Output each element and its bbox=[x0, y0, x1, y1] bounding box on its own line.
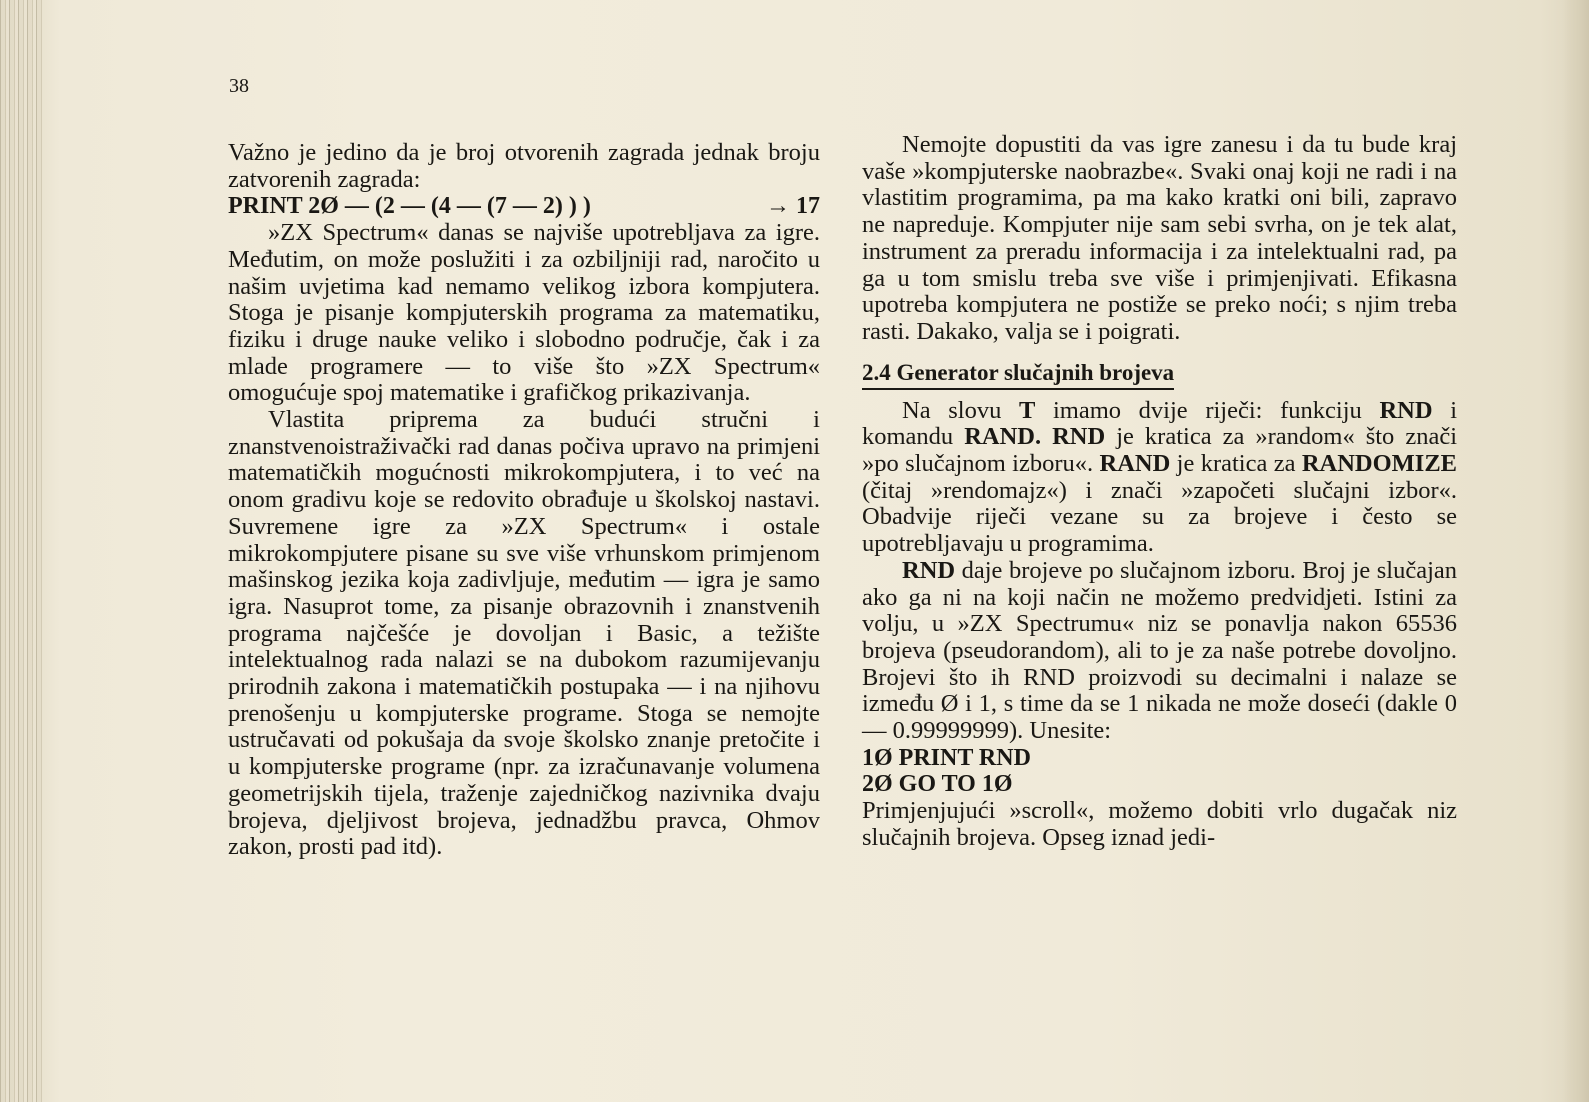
code-line-2: 2Ø GO TO 1Ø bbox=[862, 771, 1013, 798]
right-text-column bbox=[862, 132, 1457, 852]
section-heading-wrap bbox=[862, 346, 1457, 390]
print-result: → 17 bbox=[766, 193, 820, 220]
text-run: daje brojeve po slučajnom izboru. Broj je slučajan ako ga ni na koji način ne možemo predvidjeti. Istini za volju, u »ZX Spectrumu« niz se ponavlja nakon 65536 brojeva (pseudorandom), ali to je za naše potrebe dovoljno. Brojevi što ih RND proizvodi su decimalni i nalaze se između Ø i 1, s time da se 1 nikada ne može doseći (dakle 0 — 0.99999999). Unesite: bbox=[862, 556, 1457, 745]
bold-run: RAND. RND bbox=[964, 423, 1106, 451]
print-example-line bbox=[228, 193, 820, 220]
bold-run: T bbox=[1018, 396, 1036, 424]
text-run: imamo dvije riječi: funkciju bbox=[1035, 396, 1380, 424]
right-paragraph-rnd-rand bbox=[862, 398, 1457, 558]
text-run: i komandu bbox=[862, 396, 1457, 451]
bold-run: RANDOMIZE bbox=[1301, 450, 1457, 478]
section-heading: 2.4 Generator slučajnih brojeva bbox=[862, 361, 1174, 390]
page-edge-shadow bbox=[1563, 0, 1589, 1102]
left-text-column bbox=[228, 140, 820, 861]
right-paragraph-scroll: Primjenjujući »scroll«, možemo dobiti vrlo dugačak niz slučajnih brojeva. Opseg iznad jedi- bbox=[862, 797, 1457, 851]
left-paragraph-intro: Važno je jedino da je broj otvorenih zagrada jednak broju zatvorenih zagrada: bbox=[228, 139, 820, 193]
text-run: je kratica za bbox=[1170, 450, 1302, 478]
text-run: Na slovu bbox=[902, 396, 1019, 424]
page-number: 38 bbox=[229, 75, 249, 97]
left-paragraph-preparation: Vlastita priprema za budući stručni i znanstvenoistraživački rad danas počiva upravo na primjeni matematičkih mogućnosti mikrokompjutera, i to već na onom gradivu koje se redovito obrađuje u školskoj nastavi. Suvremene igre za »ZX Spectrum« i ostale mikrokompjutere pisane su sve više vrhunskom primjenom mašinskog jezika koja zadivljuje, međutim — igra je samo igra. Nasuprot tome, za pisanje obrazovnih i znanstvenih programa najčešće je dovoljan i Basic, a težište intelektualnog rada nalazi se na dubokom razumijevanju prirodnih zakona i matematičkih postupaka — i na njihovu prenošenju u kompjuterske programe. Stoga se nemojte ustručavati od pokušaja da svoje školsko znanje pretočite i u kompjuterske programe (npr. za izračunavanje volumena geometrijskih tijela, traženje zajedničkog nazivnika dvaju brojeva, djeljivost brojeva, jednadžbu pravca, Ohmov zakon, prosti pad itd). bbox=[228, 406, 820, 861]
bold-run: RAND bbox=[1099, 450, 1171, 478]
print-statement: PRINT 2Ø — (2 — (4 — (7 — 2) ) ) bbox=[228, 193, 591, 220]
text-run: je kratica za »random« što znači »po slučajnom izboru«. bbox=[862, 423, 1457, 478]
left-paragraph-spectrum: »ZX Spectrum« danas se najviše upotrebljava za igre. Međutim, on može poslužiti i za ozbiljniji rad, naročito u našim uvjetima kad nemamo velikog izbora kompjutera. Stoga je pisanje kompjuterskih programa za matematiku, fiziku i druge nauke veliko i slobodno područje, čak i za mlade programere — to više što »ZX Spectrum« omogućuje spoj matematike i grafičkog prikazivanja. bbox=[228, 219, 820, 407]
bold-run: RND bbox=[1379, 396, 1433, 424]
right-paragraph-rnd-random bbox=[862, 558, 1457, 745]
book-binding-edge bbox=[0, 0, 42, 1102]
right-paragraph-games: Nemojte dopustiti da vas igre zanesu i da tu bude kraj vaše »kompjuterske naobrazbe«. Svaki onaj koji ne radi i na vlastitim programima, pa ma kako kratki oni bili, zapravo ne napreduje. Kompjuter nije sam sebi svrha, on je tek alat, instrument za preradu informacija i za intelektualni rad, pa ga u tom smislu treba sve više i primjenjivati. Efikasna upotreba kompjutera ne postiže se preko noći; s njim treba rasti. Dakako, valja se i poigrati. bbox=[862, 131, 1457, 345]
text-run: (čitaj »rendomajz«) i znači »započeti slučajni izbor«. Obadvije riječi vezane su za brojeve i često se upotrebljavaju u programima. bbox=[862, 476, 1457, 558]
code-line-1: 1Ø PRINT RND bbox=[862, 744, 1031, 771]
bold-run: RND bbox=[902, 556, 956, 584]
